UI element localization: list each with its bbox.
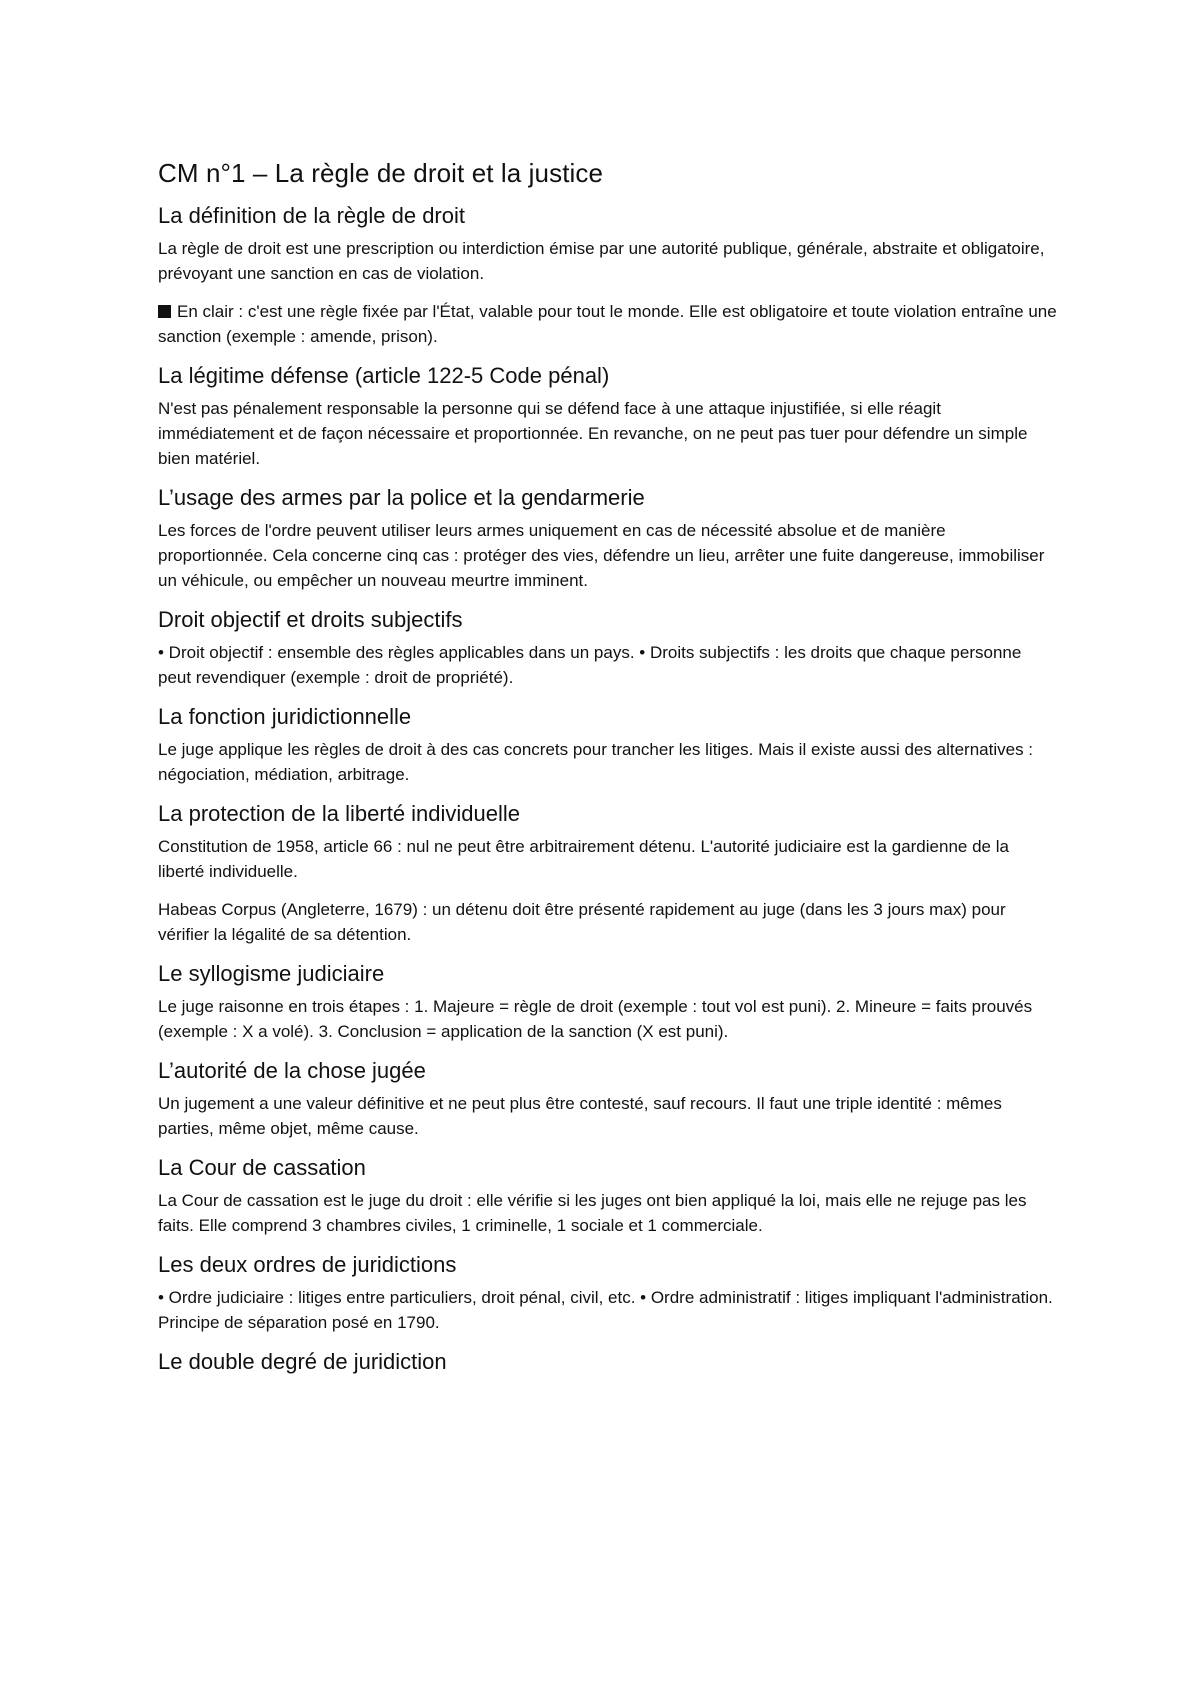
section-heading: La fonction juridictionnelle bbox=[158, 704, 412, 729]
section-heading: La protection de la liberté individuelle bbox=[158, 801, 521, 826]
section-paragraph: Les forces de l'ordre peuvent utiliser leurs armes uniquement en cas de nécessité absolue et de manière proportionnée. Cela concerne cinq cas : protéger des vies, défendre un lieu, arrêter une fuite dangereuse, immobiliser un véhicule, ou empêcher un nouveau meurtre imminent. bbox=[158, 521, 1045, 590]
section-paragraph-with-bullet bbox=[158, 299, 1058, 349]
section-heading: La Cour de cassation bbox=[158, 1155, 366, 1180]
section-double-degre-juridiction bbox=[158, 1348, 1058, 1376]
document-page bbox=[158, 156, 1058, 1382]
section-heading: La définition de la règle de droit bbox=[158, 203, 465, 228]
section-paragraph: Habeas Corpus (Angleterre, 1679) : un détenu doit être présenté rapidement au juge (dans les 3 jours max) pour vérifier la légalité de sa détention. bbox=[158, 900, 1006, 944]
section-droit-objectif-subjectifs bbox=[158, 606, 1058, 690]
section-fonction-juridictionnelle bbox=[158, 703, 1058, 787]
section-heading: L’usage des armes par la police et la gendarmerie bbox=[158, 485, 645, 510]
section-deux-ordres-juridictions bbox=[158, 1251, 1058, 1335]
section-autorite-chose-jugee bbox=[158, 1057, 1058, 1141]
paragraph-text: En clair : c'est une règle fixée par l'État, valable pour tout le monde. Elle est obligatoire et toute violation entraîne une sanction (exemple : amende, prison). bbox=[158, 302, 1057, 346]
section-paragraph: La règle de droit est une prescription ou interdiction émise par une autorité publique, générale, abstraite et obligatoire, prévoyant une sanction en cas de violation. bbox=[158, 239, 1045, 283]
section-paragraph: N'est pas pénalement responsable la personne qui se défend face à une attaque injustifiée, si elle réagit immédiatement et de façon nécessaire et proportionnée. En revanche, on ne peut pas tuer pour défendre un simple bien matériel. bbox=[158, 399, 1028, 468]
section-liberte-individuelle bbox=[158, 800, 1058, 947]
section-heading: Droit objectif et droits subjectifs bbox=[158, 607, 463, 632]
section-paragraph: • Droit objectif : ensemble des règles applicables dans un pays. • Droits subjectifs : les droits que chaque personne peut revendiquer (exemple : droit de propriété). bbox=[158, 643, 1022, 687]
black-square-bullet-icon bbox=[158, 305, 171, 318]
section-heading: La légitime défense (article 122-5 Code pénal) bbox=[158, 363, 610, 388]
section-paragraph: Un jugement a une valeur définitive et ne peut plus être contesté, sauf recours. Il faut une triple identité : mêmes parties, même objet, même cause. bbox=[158, 1094, 1002, 1138]
section-definition-regle-de-droit bbox=[158, 202, 1058, 349]
section-paragraph: La Cour de cassation est le juge du droit : elle vérifie si les juges ont bien appliqué la loi, mais elle ne rejuge pas les faits. Elle comprend 3 chambres civiles, 1 criminelle, 1 sociale et 1 commerciale. bbox=[158, 1191, 1027, 1235]
section-paragraph: Le juge applique les règles de droit à des cas concrets pour trancher les litiges. Mais il existe aussi des alternatives : négociation, médiation, arbitrage. bbox=[158, 740, 1034, 784]
section-paragraph: Constitution de 1958, article 66 : nul ne peut être arbitrairement détenu. L'autorité judiciaire est la gardienne de la liberté individuelle. bbox=[158, 837, 1009, 881]
section-heading: L’autorité de la chose jugée bbox=[158, 1058, 426, 1083]
section-cour-de-cassation bbox=[158, 1154, 1058, 1238]
section-paragraph: • Ordre judiciaire : litiges entre particuliers, droit pénal, civil, etc. • Ordre administratif : litiges impliquant l'administration. Principe de séparation posé en 1790. bbox=[158, 1288, 1053, 1332]
document-title: CM n°1 – La règle de droit et la justice bbox=[158, 158, 604, 188]
section-heading: Le syllogisme judiciaire bbox=[158, 961, 385, 986]
section-legitime-defense bbox=[158, 362, 1058, 471]
section-syllogisme-judiciaire bbox=[158, 960, 1058, 1044]
section-heading: Les deux ordres de juridictions bbox=[158, 1252, 457, 1277]
section-usage-des-armes bbox=[158, 484, 1058, 593]
section-heading: Le double degré de juridiction bbox=[158, 1349, 447, 1374]
section-paragraph: Le juge raisonne en trois étapes : 1. Majeure = règle de droit (exemple : tout vol est puni). 2. Mineure = faits prouvés (exemple : X a volé). 3. Conclusion = application de la sanction (X est puni). bbox=[158, 997, 1033, 1041]
